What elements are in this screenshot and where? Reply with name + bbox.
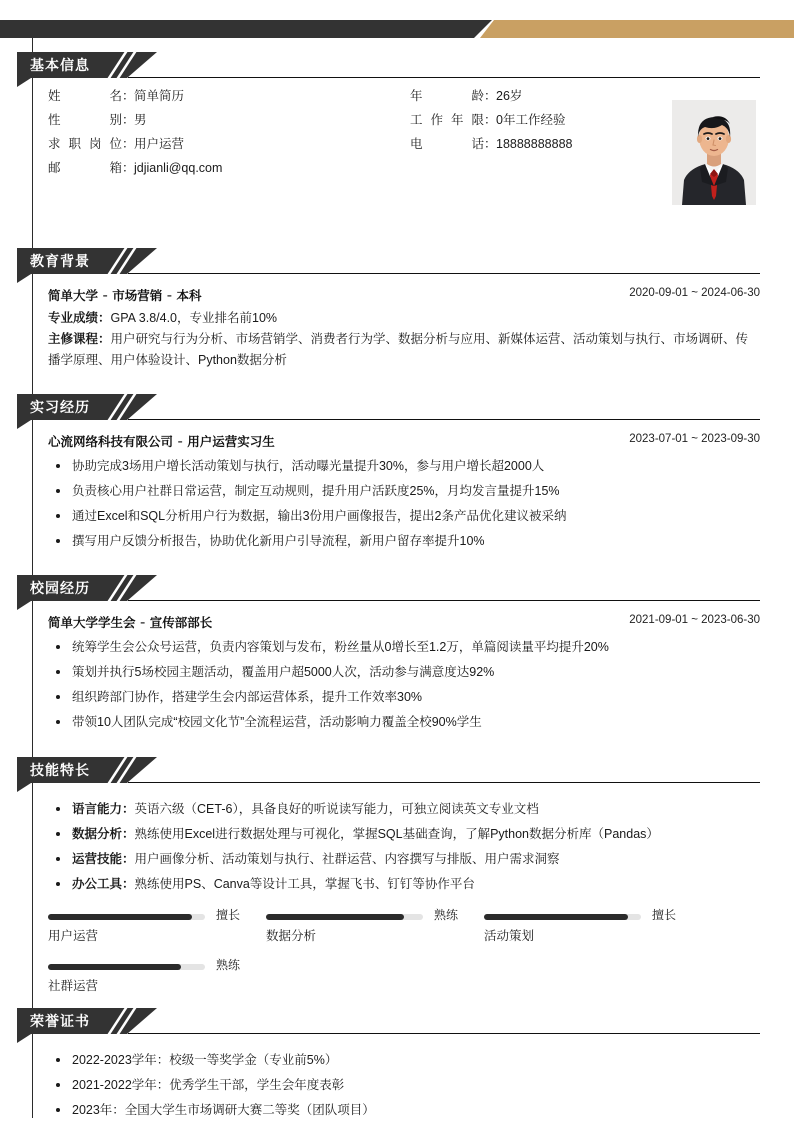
section-rule [128, 419, 760, 420]
honors-body [0, 1038, 794, 1123]
section-title-education: 教育背景 [30, 253, 90, 269]
campus-entry-header: 简单大学学生会 - 宣传部部长 2021-09-01 ~ 2023-06-30 [48, 614, 760, 631]
campus-org: 简单大学学生会 [48, 616, 136, 630]
section-education [0, 248, 794, 371]
info-label-gender: 性别 [48, 113, 122, 127]
info-value-experience: 0年工作经验 [496, 113, 566, 127]
list-item [48, 797, 760, 822]
info-value-phone: 18888888888 [496, 137, 573, 151]
list-item: 2023年：全国大学生市场调研大赛二等奖（团队项目） [48, 1098, 760, 1123]
education-school: 简单大学 [48, 289, 99, 303]
campus-body [0, 605, 794, 735]
info-value-name: 简单简历 [134, 89, 185, 103]
internship-body [0, 424, 794, 554]
skill-item-desc: 用户画像分析、活动策划与执行、社群运营、内容撰写与排版、用户需求洞察 [134, 852, 560, 866]
skill-bar-fill [484, 914, 628, 920]
internship-entry-header: 心流网络科技有限公司 - 用户运营实习生 2023-07-01 ~ 2023-09-30 [48, 433, 760, 450]
section-header-honors [0, 1008, 794, 1038]
info-value-position: 用户运营 [134, 137, 185, 151]
info-row-position [48, 134, 184, 152]
section-header-campus [0, 575, 794, 605]
skill-bar-name: 社群运营 [48, 979, 99, 993]
list-item [48, 847, 760, 872]
skill-bar-level: 熟练 [216, 958, 241, 972]
campus-date: 2021-09-01 ~ 2023-06-30 [629, 614, 760, 626]
info-row-email [48, 158, 222, 176]
info-row-name [48, 86, 184, 104]
info-value-gender: 男 [134, 113, 147, 127]
info-colon: ： [122, 113, 135, 127]
skill-bar-track [266, 914, 423, 920]
list-item: 负责核心用户社群日常运营，制定互动规则，提升用户活跃度25%，月均发言量提升15% [48, 479, 760, 504]
section-title-honors: 荣誉证书 [30, 1013, 90, 1029]
section-title-internship: 实习经历 [30, 399, 90, 415]
education-body [0, 278, 794, 371]
education-entry-header: 简单大学 - 市场营销 - 本科 2020-09-01 ~ 2024-06-30 [48, 287, 760, 304]
skill-bar-fill [266, 914, 404, 920]
skill-item-name: 语言能力： [72, 802, 135, 816]
section-skills [0, 757, 794, 997]
section-title-skills: 技能特长 [30, 762, 90, 778]
section-title-campus: 校园经历 [30, 580, 90, 596]
list-item: 2021-2022学年：优秀学生干部，学生会年度表彰 [48, 1073, 760, 1098]
list-item: 协助完成3场用户增长活动策划与执行，活动曝光量提升30%，参与用户增长超2000人 [48, 454, 760, 479]
list-item: 撰写用户反馈分析报告，协助优化新用户引导流程，新用户留存率提升10% [48, 529, 760, 554]
education-gpa-label: 专业成绩： [48, 311, 111, 325]
info-value-email: jdjianli@qq.com [134, 161, 223, 175]
skill-bar-level: 擅长 [652, 908, 677, 922]
section-rule [128, 600, 760, 601]
list-item: 策划并执行5场校园主题活动，覆盖用户超5000人次，活动参与满意度达92% [48, 660, 760, 685]
campus-role: 宣传部部长 [149, 616, 213, 630]
skill-item-desc: 熟练使用Excel进行数据处理与可视化，掌握SQL基础查询，了解Python数据分析库（Pandas） [134, 827, 659, 841]
list-item: 统筹学生会公众号运营，负责内容策划与发布，粉丝量从0增长至1.2万，单篇阅读量平均提升20% [48, 635, 760, 660]
banner-dark-stripe [0, 20, 492, 38]
education-courses-label: 主修课程： [48, 332, 111, 346]
education-degree: 本科 [176, 289, 202, 303]
section-header-basic-info [0, 52, 794, 82]
skills-bullet-list [48, 797, 760, 897]
info-colon: ： [122, 161, 135, 175]
info-colon: ： [484, 137, 497, 151]
skill-bar-fill [48, 964, 181, 970]
info-row-age [410, 86, 522, 104]
skills-body [0, 787, 794, 997]
banner-gold-stripe [480, 20, 794, 38]
avatar-photo [672, 100, 756, 205]
info-label-email: 邮箱 [48, 161, 122, 175]
skill-bar-fill [48, 914, 192, 920]
skill-bar-level: 擅长 [216, 908, 241, 922]
info-row-gender [48, 110, 147, 128]
skill-item-name: 数据分析： [72, 827, 135, 841]
internship-company: 心流网络科技有限公司 [48, 435, 174, 449]
list-item: 通过Excel和SQL分析用户行为数据，输出3份用户画像报告，提出2条产品优化建议被采纳 [48, 504, 760, 529]
info-label-position: 求职岗位 [48, 137, 122, 151]
internship-role: 用户运营实习生 [187, 435, 275, 449]
education-gpa-line [48, 308, 760, 329]
section-internship [0, 394, 794, 554]
section-title-basic-info: 基本信息 [30, 57, 90, 73]
education-date: 2020-09-01 ~ 2024-06-30 [629, 287, 760, 299]
internship-bullet-list [48, 454, 760, 554]
list-item [48, 872, 760, 897]
info-label-name: 姓名 [48, 89, 122, 103]
info-colon: ： [122, 89, 135, 103]
campus-bullet-list [48, 635, 760, 735]
section-header-internship [0, 394, 794, 424]
section-rule [128, 273, 760, 274]
skill-bar-name: 用户运营 [48, 929, 99, 943]
info-row-experience [410, 110, 565, 128]
info-label-phone: 电话 [410, 137, 484, 151]
skill-item-name: 运营技能： [72, 852, 135, 866]
section-rule [128, 1033, 760, 1034]
list-item: 带领10人团队完成“校园文化节”全流程运营，活动影响力覆盖全校90%学生 [48, 710, 760, 735]
info-colon: ： [484, 89, 497, 103]
section-rule [128, 782, 760, 783]
internship-date: 2023-07-01 ~ 2023-09-30 [629, 433, 760, 445]
skill-item-name: 办公工具： [72, 877, 135, 891]
education-courses-value: 用户研究与行为分析、市场营销学、消费者行为学、数据分析与应用、新媒体运营、活动策划与执行、市场调研、传播学原理、用户体验设计、Python数据分析 [48, 332, 749, 367]
avatar-illustration-icon [672, 100, 756, 205]
education-major: 市场营销 [112, 289, 163, 303]
list-item: 2022-2023学年：校级一等奖学金（专业前5%） [48, 1048, 760, 1073]
section-rule [128, 77, 760, 78]
info-colon: ： [484, 113, 497, 127]
list-item [48, 822, 760, 847]
info-label-age: 年龄 [410, 89, 484, 103]
section-header-education [0, 248, 794, 278]
section-honors [0, 1008, 794, 1123]
skill-bar-name: 活动策划 [484, 929, 535, 943]
section-campus [0, 575, 794, 735]
info-label-experience: 工作年限 [410, 113, 484, 127]
list-item: 组织跨部门协作，搭建学生会内部运营体系，提升工作效率30% [48, 685, 760, 710]
skill-bar-track [48, 964, 205, 970]
skill-item-desc: 英语六级（CET-6），具备良好的听说读写能力，可独立阅读英文专业文档 [134, 802, 539, 816]
section-header-skills [0, 757, 794, 787]
info-colon: ： [122, 137, 135, 151]
skill-bar-grid [48, 909, 760, 997]
skill-item-desc: 熟练使用PS、Canva等设计工具，掌握飞书、钉钉等协作平台 [134, 877, 475, 891]
skill-bar-level: 熟练 [434, 908, 459, 922]
skill-bar-name: 数据分析 [266, 929, 317, 943]
info-row-phone [410, 134, 572, 152]
top-decoration-banner [0, 20, 794, 38]
education-courses-line [48, 329, 760, 371]
honors-bullet-list [48, 1048, 760, 1123]
info-value-age: 26岁 [496, 89, 523, 103]
education-gpa-value: GPA 3.8/4.0，专业排名前10% [110, 311, 278, 325]
skill-bar-track [48, 914, 205, 920]
skill-bar-track [484, 914, 641, 920]
